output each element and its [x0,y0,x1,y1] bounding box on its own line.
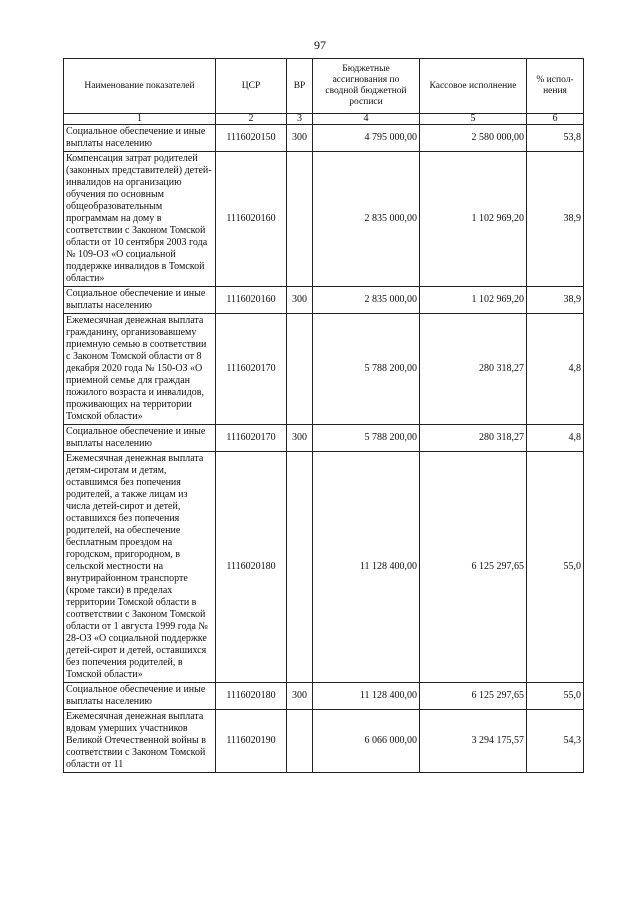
indicator-name-cell: Ежемесячная денежная выплата вдовам умерших участников Великой Отечественной войны в соответствии с Законом Томской области от 11 [64,710,216,773]
allocation-cell: 5 788 200,00 [313,314,420,425]
vr-cell: 300 [287,683,313,710]
csr-cell: 1116020180 [216,683,287,710]
table-row [64,425,584,452]
header-indicator-name: Наименование показателей [64,59,216,114]
vr-cell [287,152,313,287]
table-row [64,683,584,710]
cash-cell: 1 102 969,20 [420,287,527,314]
table-row [64,152,584,287]
percent-cell: 53,8 [527,125,584,152]
header-budget-allocation: Бюджетные ассигнования по сводной бюджетной росписи [313,59,420,114]
csr-cell: 1116020190 [216,710,287,773]
csr-cell: 1116020160 [216,287,287,314]
percent-cell: 4,8 [527,425,584,452]
table-header-row [64,59,584,114]
percent-cell: 54,3 [527,710,584,773]
cash-cell: 280 318,27 [420,314,527,425]
indicator-name-cell: Ежемесячная денежная выплата гражданину, организовавшему приемную семью в соответствии с Законом Томской области от 8 декабря 2020 года № 150-ОЗ «О приемной семье для граждан пожилого возраста и инвалидов, проживающих на территории Томской области» [64,314,216,425]
cash-cell: 6 125 297,65 [420,452,527,683]
column-number: 2 [216,114,287,125]
table-row [64,710,584,773]
allocation-cell: 6 066 000,00 [313,710,420,773]
header-execution-percent: % испол-нения [527,59,584,114]
percent-cell: 4,8 [527,314,584,425]
cash-cell: 3 294 175,57 [420,710,527,773]
csr-cell: 1116020170 [216,314,287,425]
csr-cell: 1116020180 [216,452,287,683]
table-row [64,287,584,314]
column-number: 5 [420,114,527,125]
table-row [64,452,584,683]
allocation-cell: 11 128 400,00 [313,683,420,710]
column-number: 1 [64,114,216,125]
percent-cell: 55,0 [527,452,584,683]
csr-cell: 1116020170 [216,425,287,452]
indicator-name-cell: Социальное обеспечение и иные выплаты населению [64,425,216,452]
table-row [64,314,584,425]
column-number-row [64,114,584,125]
percent-cell: 38,9 [527,287,584,314]
indicator-name-cell: Компенсация затрат родителей (законных представителей) детей-инвалидов на организацию обучения по основным общеобразовательным программам на дому в соответствии с Законом Томской области от 10 сентября 2003 года № 109-ОЗ «О социальной поддержке инвалидов в Томской области» [64,152,216,287]
header-vr: ВР [287,59,313,114]
indicator-name-cell: Социальное обеспечение и иные выплаты населению [64,125,216,152]
vr-cell [287,452,313,683]
vr-cell [287,710,313,773]
budget-execution-table [63,58,584,773]
page-number: 97 [314,38,326,52]
csr-cell: 1116020160 [216,152,287,287]
cash-cell: 1 102 969,20 [420,152,527,287]
cash-cell: 6 125 297,65 [420,683,527,710]
percent-cell: 55,0 [527,683,584,710]
percent-cell: 38,9 [527,152,584,287]
header-cash-execution: Кассовое исполнение [420,59,527,114]
allocation-cell: 2 835 000,00 [313,287,420,314]
allocation-cell: 11 128 400,00 [313,452,420,683]
header-csr: ЦСР [216,59,287,114]
vr-cell: 300 [287,425,313,452]
table-row [64,125,584,152]
vr-cell [287,314,313,425]
allocation-cell: 2 835 000,00 [313,152,420,287]
column-number: 3 [287,114,313,125]
allocation-cell: 5 788 200,00 [313,425,420,452]
cash-cell: 280 318,27 [420,425,527,452]
column-number: 6 [527,114,584,125]
allocation-cell: 4 795 000,00 [313,125,420,152]
indicator-name-cell: Социальное обеспечение и иные выплаты населению [64,287,216,314]
vr-cell: 300 [287,125,313,152]
indicator-name-cell: Социальное обеспечение и иные выплаты населению [64,683,216,710]
csr-cell: 1116020150 [216,125,287,152]
vr-cell: 300 [287,287,313,314]
indicator-name-cell: Ежемесячная денежная выплата детям-сиротам и детям, оставшимся без попечения родителей, а также лицам из числа детей-сирот и детей, оставшихся без попечения родителей, на обеспечение бесплатным проездом на городском, пригородном, в сельской местности на внутрирайонном транспорте (кроме такси) в пределах территории Томской области в соответствии с Законом Томской области от 1 августа 1999 года № 28-ОЗ «О социальной поддержке детей-сирот и детей, оставшихся без попечения родителей, в Томской области» [64,452,216,683]
cash-cell: 2 580 000,00 [420,125,527,152]
column-number: 4 [313,114,420,125]
